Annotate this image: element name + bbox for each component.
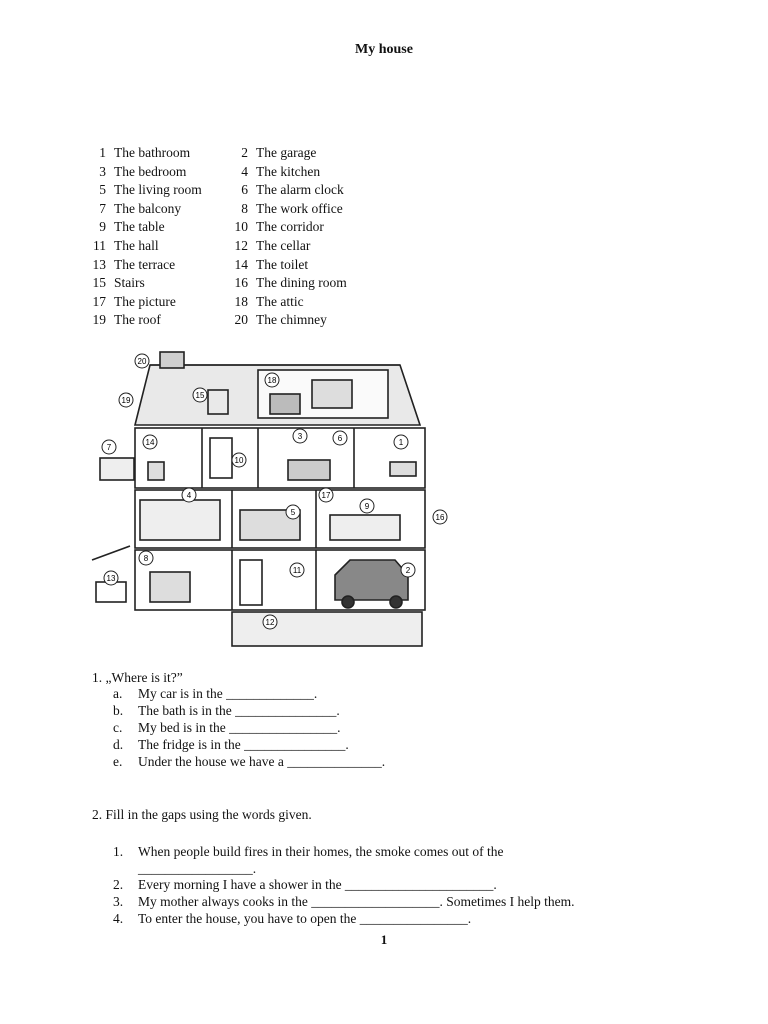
label-16 bbox=[433, 510, 447, 524]
item-label: d. bbox=[113, 737, 124, 752]
label-5 bbox=[286, 505, 300, 519]
item-text: My bed is in the ________________. bbox=[138, 720, 341, 735]
vocab-term: The roof bbox=[114, 312, 161, 328]
svg-text:6: 6 bbox=[337, 434, 343, 443]
vocab-number: 15 bbox=[92, 275, 106, 291]
item-text: My car is in the _____________. bbox=[138, 686, 318, 701]
item-text: Every morning I have a shower in the ______________________. bbox=[138, 877, 497, 892]
vocab-row bbox=[0, 182, 400, 201]
item-label: 4. bbox=[113, 911, 124, 926]
exercise1-heading: 1. „Where is it?” bbox=[92, 670, 183, 685]
svg-text:5: 5 bbox=[290, 508, 296, 517]
svg-text:14: 14 bbox=[145, 438, 155, 447]
label-18 bbox=[265, 373, 279, 387]
exercise2-item bbox=[0, 877, 700, 894]
vocab-row bbox=[0, 294, 400, 313]
vocab-number: 10 bbox=[234, 219, 248, 235]
label-20 bbox=[135, 354, 149, 368]
vocab-number: 3 bbox=[99, 163, 106, 179]
item-label: 1. bbox=[113, 844, 124, 859]
exercise2-item bbox=[0, 911, 700, 928]
svg-text:18: 18 bbox=[267, 376, 277, 385]
svg-text:4: 4 bbox=[186, 491, 192, 500]
vocab-term: The kitchen bbox=[256, 163, 321, 179]
vocab-number: 4 bbox=[241, 163, 248, 179]
vocab-number: 18 bbox=[234, 293, 248, 309]
exercise1-item bbox=[0, 754, 700, 771]
vocab-term: The bedroom bbox=[114, 163, 187, 179]
label-10 bbox=[232, 453, 246, 467]
vocab-term: The table bbox=[114, 219, 165, 235]
svg-text:19: 19 bbox=[121, 396, 131, 405]
svg-text:17: 17 bbox=[321, 491, 331, 500]
item-label: b. bbox=[113, 703, 124, 718]
vocab-term: The hall bbox=[114, 238, 159, 253]
vocab-term: The terrace bbox=[114, 256, 176, 272]
vocab-row bbox=[0, 145, 400, 164]
house-illustration bbox=[90, 350, 450, 650]
vocab-number: 1 bbox=[99, 145, 106, 160]
label-14 bbox=[143, 435, 157, 449]
exercise1-item bbox=[0, 703, 700, 720]
label-15 bbox=[193, 388, 207, 402]
vocab-number: 19 bbox=[92, 312, 106, 328]
svg-text:10: 10 bbox=[234, 456, 244, 465]
label-11 bbox=[290, 563, 304, 577]
vocab-term: The balcony bbox=[114, 200, 182, 216]
exercise2-item bbox=[0, 894, 700, 911]
exercise1-item bbox=[0, 686, 700, 703]
item-text: The fridge is in the _______________. bbox=[138, 737, 349, 752]
item-text: Under the house we have a ______________. bbox=[138, 754, 386, 769]
svg-text:11: 11 bbox=[292, 566, 302, 575]
vocab-number: 13 bbox=[92, 256, 106, 272]
item-label: c. bbox=[113, 720, 123, 735]
vocab-term: The living room bbox=[114, 182, 202, 198]
vocab-number: 20 bbox=[234, 312, 248, 328]
exercise2-item bbox=[0, 844, 700, 876]
vocab-row bbox=[0, 257, 400, 276]
exercise2-heading: 2. Fill in the gaps using the words given. bbox=[92, 807, 312, 822]
svg-text:13: 13 bbox=[106, 574, 116, 583]
vocab-term: The garage bbox=[256, 145, 317, 160]
svg-text:9: 9 bbox=[364, 502, 370, 511]
svg-text:7: 7 bbox=[106, 443, 112, 452]
vocab-term: The alarm clock bbox=[256, 182, 344, 198]
label-17 bbox=[319, 488, 333, 502]
svg-text:8: 8 bbox=[143, 554, 149, 563]
vocab-term: The bathroom bbox=[114, 145, 191, 160]
vocab-number: 11 bbox=[93, 238, 106, 253]
svg-text:16: 16 bbox=[435, 513, 445, 522]
vocab-term: The cellar bbox=[256, 238, 311, 253]
vocab-number: 17 bbox=[92, 293, 106, 309]
vocab-number: 8 bbox=[241, 200, 248, 216]
vocab-row bbox=[0, 312, 400, 331]
vocab-term: The toilet bbox=[256, 256, 309, 272]
item-label: 2. bbox=[113, 877, 124, 892]
label-2 bbox=[401, 563, 415, 577]
vocab-term: Stairs bbox=[114, 275, 145, 291]
svg-text:20: 20 bbox=[137, 357, 147, 366]
label-6 bbox=[333, 431, 347, 445]
label-8 bbox=[139, 551, 153, 565]
vocab-term: The attic bbox=[256, 293, 304, 309]
item-text: When people build fires in their homes, the smoke comes out of the bbox=[138, 844, 504, 859]
item-text: My mother always cooks in the ___________________. Sometimes I help them. bbox=[138, 894, 575, 909]
vocab-row bbox=[0, 201, 400, 220]
vocab-number: 5 bbox=[99, 182, 106, 198]
vocab-term: The chimney bbox=[256, 312, 327, 328]
label-13 bbox=[104, 571, 118, 585]
vocab-number: 2 bbox=[241, 145, 248, 160]
svg-text:15: 15 bbox=[195, 391, 205, 400]
item-text: To enter the house, you have to open the ________________. bbox=[138, 911, 472, 926]
vocab-term: The corridor bbox=[256, 219, 324, 235]
label-4 bbox=[182, 488, 196, 502]
exercise1-item bbox=[0, 737, 700, 754]
vocab-number: 14 bbox=[234, 256, 248, 272]
svg-text:2: 2 bbox=[405, 566, 411, 575]
svg-text:1: 1 bbox=[398, 438, 404, 447]
item-text-continued: _________________. bbox=[138, 861, 257, 876]
page-title: My house bbox=[355, 42, 413, 57]
vocab-term: The dining room bbox=[256, 275, 347, 291]
vocab-number: 12 bbox=[234, 238, 248, 253]
label-7 bbox=[102, 440, 116, 454]
vocab-number: 6 bbox=[241, 182, 248, 198]
label-3 bbox=[293, 429, 307, 443]
vocab-row bbox=[0, 275, 400, 294]
item-text: The bath is in the _______________. bbox=[138, 703, 340, 718]
vocab-term: The picture bbox=[114, 293, 176, 309]
vocab-number: 9 bbox=[99, 219, 106, 235]
item-label: 3. bbox=[113, 894, 124, 909]
svg-text:12: 12 bbox=[265, 618, 275, 627]
vocab-row bbox=[0, 164, 400, 183]
item-label: a. bbox=[113, 686, 123, 701]
vocab-number: 7 bbox=[99, 200, 106, 216]
vocab-term: The work office bbox=[256, 200, 343, 216]
vocab-row bbox=[0, 238, 400, 257]
item-label: e. bbox=[113, 754, 123, 769]
vocab-row bbox=[0, 219, 400, 238]
label-1 bbox=[394, 435, 408, 449]
svg-text:3: 3 bbox=[297, 432, 303, 441]
page-number: 1 bbox=[380, 932, 388, 947]
exercise1-item bbox=[0, 720, 700, 737]
vocab-number: 16 bbox=[234, 275, 248, 291]
label-19 bbox=[119, 393, 133, 407]
label-12 bbox=[263, 615, 277, 629]
label-9 bbox=[360, 499, 374, 513]
